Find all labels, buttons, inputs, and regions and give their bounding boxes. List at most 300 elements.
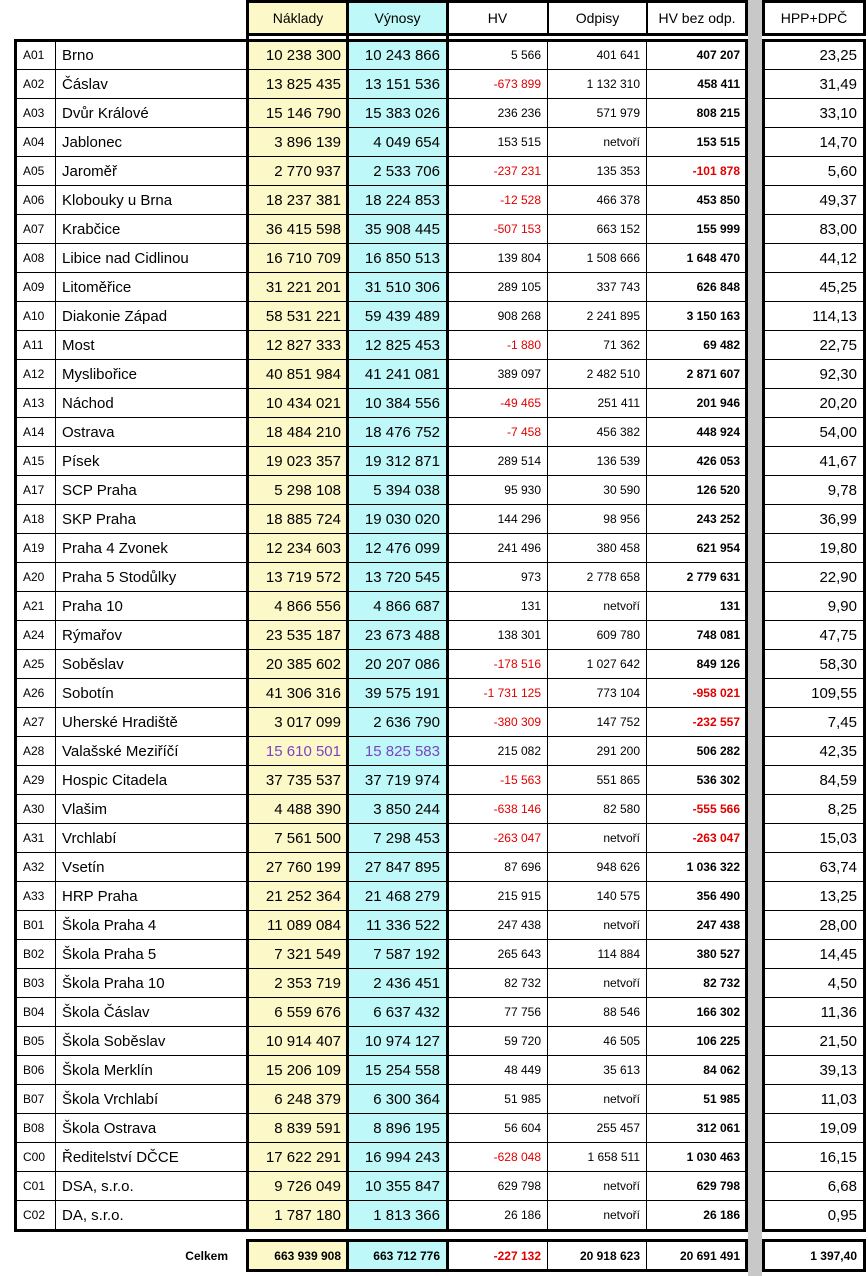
cell-name: DA, s.r.o. — [56, 1201, 248, 1230]
cell-vynosy: 3 850 244 — [348, 795, 447, 824]
cell-hv: -7 458 — [447, 418, 548, 447]
cell-odpisy: netvoří — [548, 1085, 647, 1114]
cell-hvbez: 808 215 — [647, 99, 747, 128]
cell-odpisy: 609 780 — [548, 621, 647, 650]
cell-code: A15 — [16, 447, 56, 476]
cell-hvbez: 448 924 — [647, 418, 747, 447]
cell-hpp: 20,20 — [764, 389, 864, 418]
cell-name: Škola Čáslav — [56, 998, 248, 1027]
cell-hvbez: 126 520 — [647, 476, 747, 505]
cell-vynosy: 20 207 086 — [348, 650, 447, 679]
cell-code: A06 — [16, 186, 56, 215]
cell-hv: 629 798 — [447, 1172, 548, 1201]
cell-hv: 215 915 — [447, 882, 548, 911]
cell-name: Škola Praha 10 — [56, 969, 248, 998]
cell-naklady: 10 434 021 — [248, 389, 348, 418]
cell-name: Litoměřice — [56, 273, 248, 302]
cell-odpisy: 1 027 642 — [548, 650, 647, 679]
cell-naklady: 2 770 937 — [248, 157, 348, 186]
cell-vynosy: 15 825 583 — [348, 737, 447, 766]
cell-naklady: 40 851 984 — [248, 360, 348, 389]
cell-hvbez: 247 438 — [647, 911, 747, 940]
cell-code: B01 — [16, 911, 56, 940]
header-hv-bez-odp: HV bez odp. — [647, 1, 747, 34]
cell-hvbez: 201 946 — [647, 389, 747, 418]
cell-code: B07 — [16, 1085, 56, 1114]
cell-odpisy: 466 378 — [548, 186, 647, 215]
cell-hvbez: -101 878 — [647, 157, 747, 186]
cell-code: A28 — [16, 737, 56, 766]
cell-hpp: 19,09 — [764, 1114, 864, 1143]
cell-vynosy: 7 298 453 — [348, 824, 447, 853]
cell-naklady: 18 484 210 — [248, 418, 348, 447]
cell-hvbez: 2 871 607 — [647, 360, 747, 389]
cell-odpisy: 948 626 — [548, 853, 647, 882]
cell-naklady: 6 248 379 — [248, 1085, 348, 1114]
cell-code: A01 — [16, 41, 56, 70]
cell-odpisy: 401 641 — [548, 41, 647, 70]
cell-name: Myslibořice — [56, 360, 248, 389]
cell-hpp: 63,74 — [764, 853, 864, 882]
cell-name: Sobotín — [56, 679, 248, 708]
cell-hv: 289 514 — [447, 447, 548, 476]
cell-hvbez: -232 557 — [647, 708, 747, 737]
cell-odpisy: netvoří — [548, 969, 647, 998]
cell-hv: 144 296 — [447, 505, 548, 534]
cell-hvbez: 1 030 463 — [647, 1143, 747, 1172]
cell-hvbez: 356 490 — [647, 882, 747, 911]
cell-code: A04 — [16, 128, 56, 157]
cell-code: A10 — [16, 302, 56, 331]
column-rule-2 — [446, 0, 449, 1230]
cell-hvbez: 458 411 — [647, 70, 747, 99]
cell-code: C01 — [16, 1172, 56, 1201]
cell-hpp: 54,00 — [764, 418, 864, 447]
cell-hvbez: 84 062 — [647, 1056, 747, 1085]
cell-name: Škola Merklín — [56, 1056, 248, 1085]
cell-name: Škola Soběslav — [56, 1027, 248, 1056]
cell-hv: 139 804 — [447, 244, 548, 273]
cell-hvbez: 243 252 — [647, 505, 747, 534]
cell-vynosy: 12 476 099 — [348, 534, 447, 563]
total-vynosy: 663 712 776 — [348, 1241, 447, 1270]
cell-hvbez: 506 282 — [647, 737, 747, 766]
cell-code: A07 — [16, 215, 56, 244]
cell-odpisy: 35 613 — [548, 1056, 647, 1085]
total-hpp: 1 397,40 — [764, 1241, 864, 1270]
header-hpp-dpc: HPP+DPČ — [764, 1, 864, 34]
cell-hpp: 22,75 — [764, 331, 864, 360]
cell-hvbez: 849 126 — [647, 650, 747, 679]
cell-hv: -237 231 — [447, 157, 548, 186]
cell-odpisy: 551 865 — [548, 766, 647, 795]
cell-hvbez: -555 566 — [647, 795, 747, 824]
cell-vynosy: 21 468 279 — [348, 882, 447, 911]
cell-naklady: 17 622 291 — [248, 1143, 348, 1172]
cell-name: Škola Praha 4 — [56, 911, 248, 940]
cell-code: B06 — [16, 1056, 56, 1085]
cell-code: A18 — [16, 505, 56, 534]
cell-hpp: 0,95 — [764, 1201, 864, 1230]
cell-naklady: 23 535 187 — [248, 621, 348, 650]
cell-code: B05 — [16, 1027, 56, 1056]
cell-hpp: 28,00 — [764, 911, 864, 940]
cell-hv: 51 985 — [447, 1085, 548, 1114]
header-hv: HV — [447, 1, 548, 34]
cell-name: HRP Praha — [56, 882, 248, 911]
cell-odpisy: 1 132 310 — [548, 70, 647, 99]
cell-naklady: 10 238 300 — [248, 41, 348, 70]
cell-naklady: 58 531 221 — [248, 302, 348, 331]
cell-hvbez: 312 061 — [647, 1114, 747, 1143]
cell-odpisy: netvoří — [548, 1172, 647, 1201]
cell-naklady: 37 735 537 — [248, 766, 348, 795]
cell-naklady: 7 561 500 — [248, 824, 348, 853]
cell-naklady: 11 089 084 — [248, 911, 348, 940]
cell-odpisy: 255 457 — [548, 1114, 647, 1143]
cell-vynosy: 2 636 790 — [348, 708, 447, 737]
cell-vynosy: 19 312 871 — [348, 447, 447, 476]
cell-hv: 56 604 — [447, 1114, 548, 1143]
cell-vynosy: 18 224 853 — [348, 186, 447, 215]
cell-naklady: 8 839 591 — [248, 1114, 348, 1143]
cell-hpp: 45,25 — [764, 273, 864, 302]
cell-hpp: 58,30 — [764, 650, 864, 679]
cell-hv: 77 756 — [447, 998, 548, 1027]
cell-code: A21 — [16, 592, 56, 621]
cell-naklady: 12 827 333 — [248, 331, 348, 360]
cell-hv: -380 309 — [447, 708, 548, 737]
cell-hvbez: 453 850 — [647, 186, 747, 215]
cell-odpisy: 30 590 — [548, 476, 647, 505]
cell-hv: 289 105 — [447, 273, 548, 302]
cell-name: Škola Praha 5 — [56, 940, 248, 969]
cell-hpp: 4,50 — [764, 969, 864, 998]
cell-naklady: 15 610 501 — [248, 737, 348, 766]
cell-hvbez: 629 798 — [647, 1172, 747, 1201]
cell-naklady: 27 760 199 — [248, 853, 348, 882]
cell-odpisy: 291 200 — [548, 737, 647, 766]
cell-code: A17 — [16, 476, 56, 505]
cell-vynosy: 13 151 536 — [348, 70, 447, 99]
cell-odpisy: 571 979 — [548, 99, 647, 128]
cell-hpp: 6,68 — [764, 1172, 864, 1201]
cell-hpp: 92,30 — [764, 360, 864, 389]
cell-hvbez: 748 081 — [647, 621, 747, 650]
column-separator — [748, 0, 762, 1276]
cell-vynosy: 7 587 192 — [348, 940, 447, 969]
cell-hv: 265 643 — [447, 940, 548, 969]
cell-hv: -12 528 — [447, 186, 548, 215]
cell-odpisy: netvoří — [548, 592, 647, 621]
header-naklady: Náklady — [248, 1, 348, 34]
cell-name: Praha 10 — [56, 592, 248, 621]
cell-naklady: 6 559 676 — [248, 998, 348, 1027]
cell-hv: 241 496 — [447, 534, 548, 563]
cell-hv: 26 186 — [447, 1201, 548, 1230]
cell-vynosy: 15 254 558 — [348, 1056, 447, 1085]
cell-name: Brno — [56, 41, 248, 70]
cell-naklady: 4 866 556 — [248, 592, 348, 621]
cell-vynosy: 1 813 366 — [348, 1201, 447, 1230]
cell-hv: -507 153 — [447, 215, 548, 244]
cell-code: B03 — [16, 969, 56, 998]
cell-naklady: 41 306 316 — [248, 679, 348, 708]
cell-odpisy: netvoří — [548, 911, 647, 940]
cell-name: Most — [56, 331, 248, 360]
cell-vynosy: 19 030 020 — [348, 505, 447, 534]
cell-vynosy: 8 896 195 — [348, 1114, 447, 1143]
cell-naklady: 18 237 381 — [248, 186, 348, 215]
total-rule-2 — [446, 1239, 449, 1272]
total-rule-1 — [346, 1239, 349, 1272]
cell-vynosy: 11 336 522 — [348, 911, 447, 940]
cell-vynosy: 16 850 513 — [348, 244, 447, 273]
cell-odpisy: 2 778 658 — [548, 563, 647, 592]
cell-hvbez: 2 779 631 — [647, 563, 747, 592]
cell-hvbez: 426 053 — [647, 447, 747, 476]
cell-hpp: 13,25 — [764, 882, 864, 911]
cell-naklady: 19 023 357 — [248, 447, 348, 476]
cell-odpisy: 46 505 — [548, 1027, 647, 1056]
cell-name: Krabčice — [56, 215, 248, 244]
cell-hpp: 19,80 — [764, 534, 864, 563]
cell-naklady: 4 488 390 — [248, 795, 348, 824]
cell-vynosy: 6 637 432 — [348, 998, 447, 1027]
cell-code: A31 — [16, 824, 56, 853]
cell-odpisy: 456 382 — [548, 418, 647, 447]
cell-hvbez: 166 302 — [647, 998, 747, 1027]
cell-hv: 82 732 — [447, 969, 548, 998]
cell-code: A29 — [16, 766, 56, 795]
cell-naklady: 20 385 602 — [248, 650, 348, 679]
cell-odpisy: 98 956 — [548, 505, 647, 534]
cell-code: A08 — [16, 244, 56, 273]
header-odpisy: Odpisy — [548, 1, 647, 34]
cell-naklady: 13 719 572 — [248, 563, 348, 592]
cell-hpp: 9,78 — [764, 476, 864, 505]
cell-naklady: 15 206 109 — [248, 1056, 348, 1085]
cell-code: A05 — [16, 157, 56, 186]
cell-code: A09 — [16, 273, 56, 302]
cell-vynosy: 37 719 974 — [348, 766, 447, 795]
cell-odpisy: 136 539 — [548, 447, 647, 476]
cell-code: A03 — [16, 99, 56, 128]
cell-vynosy: 10 384 556 — [348, 389, 447, 418]
cell-name: Praha 5 Stodůlky — [56, 563, 248, 592]
cell-hpp: 39,13 — [764, 1056, 864, 1085]
cell-naklady: 3 017 099 — [248, 708, 348, 737]
column-rule-1 — [346, 0, 349, 1230]
cell-code: A14 — [16, 418, 56, 447]
cell-name: Škola Ostrava — [56, 1114, 248, 1143]
cell-naklady: 36 415 598 — [248, 215, 348, 244]
cell-hv: -1 731 125 — [447, 679, 548, 708]
cell-vynosy: 12 825 453 — [348, 331, 447, 360]
cell-naklady: 31 221 201 — [248, 273, 348, 302]
cell-code: A12 — [16, 360, 56, 389]
cell-hpp: 15,03 — [764, 824, 864, 853]
total-odpisy: 20 918 623 — [548, 1241, 647, 1270]
column-rule-0 — [246, 0, 249, 1230]
cell-naklady: 12 234 603 — [248, 534, 348, 563]
cell-name: Vrchlabí — [56, 824, 248, 853]
cell-name: Valašské Meziříčí — [56, 737, 248, 766]
cell-name: Vsetín — [56, 853, 248, 882]
cell-hpp: 7,45 — [764, 708, 864, 737]
cell-code: A30 — [16, 795, 56, 824]
cell-odpisy: 2 241 895 — [548, 302, 647, 331]
cell-hv: 5 566 — [447, 41, 548, 70]
cell-hvbez: 1 648 470 — [647, 244, 747, 273]
cell-hpp: 23,25 — [764, 41, 864, 70]
cell-odpisy: 147 752 — [548, 708, 647, 737]
cell-hpp: 114,13 — [764, 302, 864, 331]
cell-hpp: 42,35 — [764, 737, 864, 766]
cell-hvbez: 51 985 — [647, 1085, 747, 1114]
cell-odpisy: 380 458 — [548, 534, 647, 563]
cell-code: A02 — [16, 70, 56, 99]
cell-vynosy: 15 383 026 — [348, 99, 447, 128]
cell-hpp: 84,59 — [764, 766, 864, 795]
cell-hpp: 14,45 — [764, 940, 864, 969]
cell-hv: 236 236 — [447, 99, 548, 128]
cell-hv: -178 516 — [447, 650, 548, 679]
cell-name: Hospic Citadela — [56, 766, 248, 795]
cell-hv: 908 268 — [447, 302, 548, 331]
cell-name: Jaroměř — [56, 157, 248, 186]
cell-vynosy: 23 673 488 — [348, 621, 447, 650]
cell-hvbez: 69 482 — [647, 331, 747, 360]
cell-odpisy: 1 658 511 — [548, 1143, 647, 1172]
cell-vynosy: 4 049 654 — [348, 128, 447, 157]
cell-hv: -1 880 — [447, 331, 548, 360]
cell-hvbez: -958 021 — [647, 679, 747, 708]
total-hv: -227 132 — [447, 1241, 548, 1270]
cell-code: A33 — [16, 882, 56, 911]
cell-hvbez: 155 999 — [647, 215, 747, 244]
cell-name: Vlašim — [56, 795, 248, 824]
cell-odpisy: 140 575 — [548, 882, 647, 911]
cell-code: A32 — [16, 853, 56, 882]
cell-naklady: 2 353 719 — [248, 969, 348, 998]
cell-hpp: 83,00 — [764, 215, 864, 244]
cell-name: Dvůr Králové — [56, 99, 248, 128]
cell-vynosy: 41 241 081 — [348, 360, 447, 389]
cell-naklady: 16 710 709 — [248, 244, 348, 273]
cell-code: A26 — [16, 679, 56, 708]
cell-odpisy: 1 508 666 — [548, 244, 647, 273]
cell-naklady: 18 885 724 — [248, 505, 348, 534]
cell-code: B08 — [16, 1114, 56, 1143]
cell-hv: -263 047 — [447, 824, 548, 853]
cell-vynosy: 4 866 687 — [348, 592, 447, 621]
cell-hvbez: 1 036 322 — [647, 853, 747, 882]
cell-hv: 87 696 — [447, 853, 548, 882]
cell-hv: 389 097 — [447, 360, 548, 389]
cell-hv: 247 438 — [447, 911, 548, 940]
cell-name: Klobouky u Brna — [56, 186, 248, 215]
cell-hpp: 47,75 — [764, 621, 864, 650]
cell-hpp: 9,90 — [764, 592, 864, 621]
cell-odpisy: 337 743 — [548, 273, 647, 302]
cell-hpp: 22,90 — [764, 563, 864, 592]
cell-vynosy: 13 720 545 — [348, 563, 447, 592]
cell-vynosy: 16 994 243 — [348, 1143, 447, 1172]
cell-hpp: 14,70 — [764, 128, 864, 157]
cell-vynosy: 31 510 306 — [348, 273, 447, 302]
cell-name: Ředitelství DČCE — [56, 1143, 248, 1172]
cell-hvbez: 626 848 — [647, 273, 747, 302]
cell-code: A20 — [16, 563, 56, 592]
total-hvbez: 20 691 491 — [647, 1241, 747, 1270]
cell-odpisy: 88 546 — [548, 998, 647, 1027]
cell-odpisy: 71 362 — [548, 331, 647, 360]
cell-hpp: 8,25 — [764, 795, 864, 824]
cell-naklady: 15 146 790 — [248, 99, 348, 128]
cell-hpp: 11,03 — [764, 1085, 864, 1114]
cell-code: C00 — [16, 1143, 56, 1172]
cell-hv: 131 — [447, 592, 548, 621]
total-label: Celkem — [185, 1248, 228, 1263]
cell-odpisy: 773 104 — [548, 679, 647, 708]
total-naklady: 663 939 908 — [248, 1241, 348, 1270]
cell-name: Jablonec — [56, 128, 248, 157]
cell-hpp: 16,15 — [764, 1143, 864, 1172]
cell-hpp: 41,67 — [764, 447, 864, 476]
cell-hvbez: 82 732 — [647, 969, 747, 998]
cell-hpp: 31,49 — [764, 70, 864, 99]
cell-naklady: 1 787 180 — [248, 1201, 348, 1230]
cell-name: Čáslav — [56, 70, 248, 99]
cell-hv: 59 720 — [447, 1027, 548, 1056]
cell-naklady: 13 825 435 — [248, 70, 348, 99]
cell-hvbez: 3 150 163 — [647, 302, 747, 331]
cell-odpisy: 663 152 — [548, 215, 647, 244]
cell-naklady: 10 914 407 — [248, 1027, 348, 1056]
cell-hv: 48 449 — [447, 1056, 548, 1085]
cell-hv: -15 563 — [447, 766, 548, 795]
cell-naklady: 21 252 364 — [248, 882, 348, 911]
cell-code: B02 — [16, 940, 56, 969]
cell-hv: 215 082 — [447, 737, 548, 766]
cell-odpisy: 135 353 — [548, 157, 647, 186]
cell-code: A11 — [16, 331, 56, 360]
cell-code: A25 — [16, 650, 56, 679]
cell-naklady: 3 896 139 — [248, 128, 348, 157]
cell-name: DSA, s.r.o. — [56, 1172, 248, 1201]
cell-naklady: 9 726 049 — [248, 1172, 348, 1201]
cell-hvbez: 380 527 — [647, 940, 747, 969]
cell-hv: 138 301 — [447, 621, 548, 650]
cell-odpisy: 82 580 — [548, 795, 647, 824]
cell-hpp: 11,36 — [764, 998, 864, 1027]
cell-hvbez: 621 954 — [647, 534, 747, 563]
cell-name: Libice nad Cidlinou — [56, 244, 248, 273]
cell-hpp: 44,12 — [764, 244, 864, 273]
cell-name: Škola Vrchlabí — [56, 1085, 248, 1114]
cell-name: Praha 4 Zvonek — [56, 534, 248, 563]
cell-odpisy: 2 482 510 — [548, 360, 647, 389]
cell-hpp: 33,10 — [764, 99, 864, 128]
cell-odpisy: 251 411 — [548, 389, 647, 418]
cell-hv: 973 — [447, 563, 548, 592]
cell-naklady: 5 298 108 — [248, 476, 348, 505]
cell-vynosy: 2 436 451 — [348, 969, 447, 998]
cell-hvbez: 26 186 — [647, 1201, 747, 1230]
cell-vynosy: 35 908 445 — [348, 215, 447, 244]
cell-vynosy: 2 533 706 — [348, 157, 447, 186]
